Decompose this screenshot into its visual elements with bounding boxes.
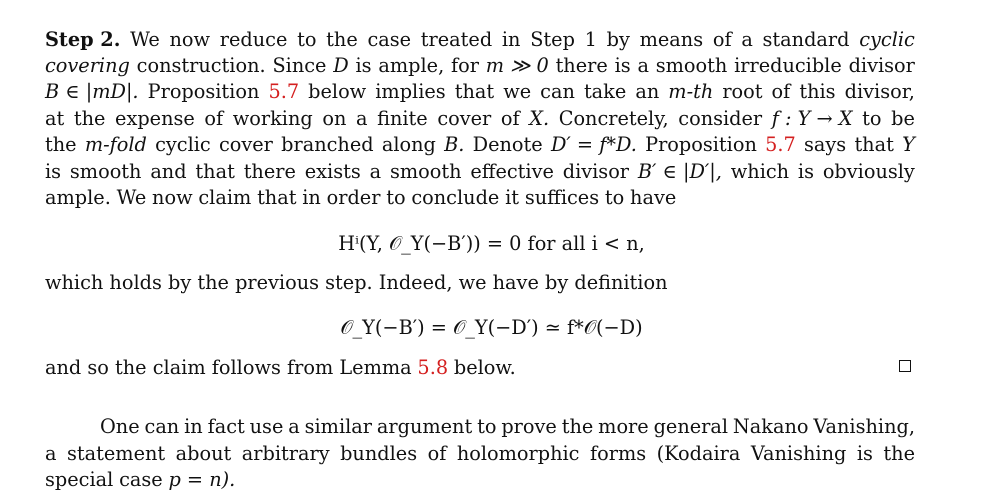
text-line [45, 132, 915, 158]
word: root [722, 80, 763, 103]
word: Proposition [645, 133, 757, 156]
text-line [45, 79, 915, 105]
word: a [369, 160, 382, 183]
text-line-closing [45, 355, 915, 381]
word: in [302, 186, 321, 209]
word: divisor, [844, 80, 915, 103]
word: along [381, 133, 436, 156]
word: an [635, 80, 660, 103]
word: X. [529, 107, 550, 130]
equation-text: Hⁱ(Y, 𝒪_Y(−B′)) = 0 for all i < n, [338, 232, 645, 255]
word: of [500, 107, 520, 130]
word: on [322, 107, 347, 130]
word: a [741, 28, 753, 51]
word: Vanishing [750, 442, 847, 465]
word: m-fold [84, 133, 147, 156]
word: the [326, 28, 358, 51]
word: below [308, 80, 367, 103]
word: D′ = f*D. [550, 133, 637, 156]
word: in [501, 28, 521, 51]
word: expense [115, 107, 195, 130]
text-line-which-holds [45, 270, 915, 296]
closing-text-after: below. [453, 356, 516, 379]
word: be [891, 107, 915, 130]
word: it [505, 186, 520, 209]
word: means [639, 28, 704, 51]
word: divisor [562, 160, 630, 183]
word: is [797, 160, 814, 183]
word: divisor [848, 54, 915, 77]
word: m-th [668, 80, 714, 103]
word: of [204, 107, 224, 130]
word: claim [198, 186, 252, 209]
word: 1 [584, 28, 597, 51]
word: more [598, 415, 649, 438]
word: to [297, 28, 317, 51]
word: can [144, 415, 180, 438]
text-line [45, 53, 915, 79]
word: arbitrary [241, 442, 330, 465]
word: p = n). [168, 468, 236, 491]
word: the [45, 133, 77, 156]
word: general [653, 415, 729, 438]
word: f : Y → X [771, 107, 853, 130]
word: about [175, 442, 232, 465]
word: m ≫ 0 [485, 54, 549, 77]
word: of [771, 80, 791, 103]
word: the [561, 415, 594, 438]
word: is [45, 160, 62, 183]
text-line [45, 185, 915, 211]
word: at [45, 107, 65, 130]
word: working [232, 107, 313, 130]
word: ample, [378, 54, 445, 77]
word: irreducible [734, 54, 842, 77]
word: (Kodaira [656, 442, 741, 465]
word: B. [444, 133, 465, 156]
cropped-text-fragment [380, 0, 600, 2]
word: of [427, 442, 447, 465]
equation-cohomology-vanishing [0, 231, 983, 257]
word: this [799, 80, 836, 103]
word: for [451, 54, 479, 77]
word: that [854, 133, 894, 156]
word: case [119, 468, 163, 491]
text-line [45, 159, 915, 185]
word: consider [678, 107, 763, 130]
word: the [73, 107, 106, 130]
word: similar [304, 415, 373, 438]
text-line [45, 467, 915, 493]
word: cover [437, 107, 492, 130]
word: of [712, 28, 732, 51]
word: can [540, 80, 575, 103]
word: forms [589, 442, 647, 465]
word: Step [530, 28, 575, 51]
word: finite [377, 107, 428, 130]
text-line [45, 106, 915, 132]
word: a [45, 442, 57, 465]
word: use [249, 415, 284, 438]
word: treated [420, 28, 493, 51]
word: which [730, 160, 790, 183]
word: Y [902, 133, 915, 156]
word: standard [762, 28, 850, 51]
word: a [355, 107, 368, 130]
word: now [169, 28, 211, 51]
word: We [116, 186, 147, 209]
word: B′ ∈ |D′|, [637, 160, 722, 183]
word: D [333, 54, 349, 77]
proposition-reference-link[interactable]: 5.7 [765, 133, 796, 156]
word: bundles [340, 442, 418, 465]
lemma-reference-link[interactable]: 5.8 [417, 356, 449, 379]
word: Nakano [732, 415, 809, 438]
word: statement [67, 442, 166, 465]
word: argument [376, 415, 473, 438]
word: prove [501, 415, 557, 438]
word: effective [470, 160, 554, 183]
word: to [477, 415, 497, 438]
word: obviously [822, 160, 915, 183]
word: fact [207, 415, 245, 438]
word: case [367, 28, 412, 51]
equation-text: 𝒪_Y(−B′) = 𝒪_Y(−D′) ≃ f*𝒪(−D) [340, 316, 643, 339]
word: suffices [524, 186, 600, 209]
word: have [630, 186, 677, 209]
word: by [606, 28, 630, 51]
word: that [195, 160, 235, 183]
word: branched [281, 133, 374, 156]
word: Vanishing, [813, 415, 915, 438]
word: Concretely, [558, 107, 669, 130]
word: is [614, 54, 631, 77]
word: cyclic [155, 133, 211, 156]
word: now [152, 186, 193, 209]
word: cover [218, 133, 273, 156]
text-line [45, 27, 915, 53]
proposition-reference-link[interactable]: 5.7 [268, 80, 300, 103]
word: and [150, 160, 187, 183]
word: smooth [69, 160, 142, 183]
word: there [243, 160, 296, 183]
word: order [326, 186, 381, 209]
equation-sheaf-isomorphism [0, 315, 983, 341]
word: is [355, 54, 372, 77]
word: to [386, 186, 406, 209]
word: exists [304, 160, 361, 183]
qed-square-icon [899, 360, 911, 372]
word: ample. [45, 186, 111, 209]
word: to [604, 186, 625, 209]
word: B ∈ |mD|. [45, 80, 139, 103]
text-line [100, 414, 915, 440]
word: that [454, 80, 495, 103]
word: covering [45, 54, 130, 77]
word: there [555, 54, 608, 77]
word: reduce [219, 28, 288, 51]
word: the [883, 442, 915, 465]
closing-text-before: and so the claim follows from Lemma [45, 356, 412, 379]
word: a [637, 54, 649, 77]
word: Denote [472, 133, 543, 156]
word: cyclic [859, 28, 915, 51]
word: that [257, 186, 297, 209]
word: construction. [136, 54, 266, 77]
word: Step 2. [45, 28, 121, 51]
word: special [45, 468, 114, 491]
word: conclude [411, 186, 500, 209]
word: is [856, 442, 873, 465]
word: Proposition [147, 80, 260, 103]
word: in [184, 415, 203, 438]
word: a [288, 415, 300, 438]
text-between: which holds by the previous step. Indeed, we have by definition [45, 271, 668, 294]
word: Since [272, 54, 327, 77]
word: smooth [389, 160, 462, 183]
word: One [100, 415, 140, 438]
word: we [503, 80, 532, 103]
word: holomorphic [456, 442, 580, 465]
word: implies [375, 80, 446, 103]
word: We [130, 28, 160, 51]
word: smooth [655, 54, 728, 77]
word: to [862, 107, 882, 130]
text-line [45, 441, 915, 467]
word: says [804, 133, 847, 156]
word: take [583, 80, 627, 103]
